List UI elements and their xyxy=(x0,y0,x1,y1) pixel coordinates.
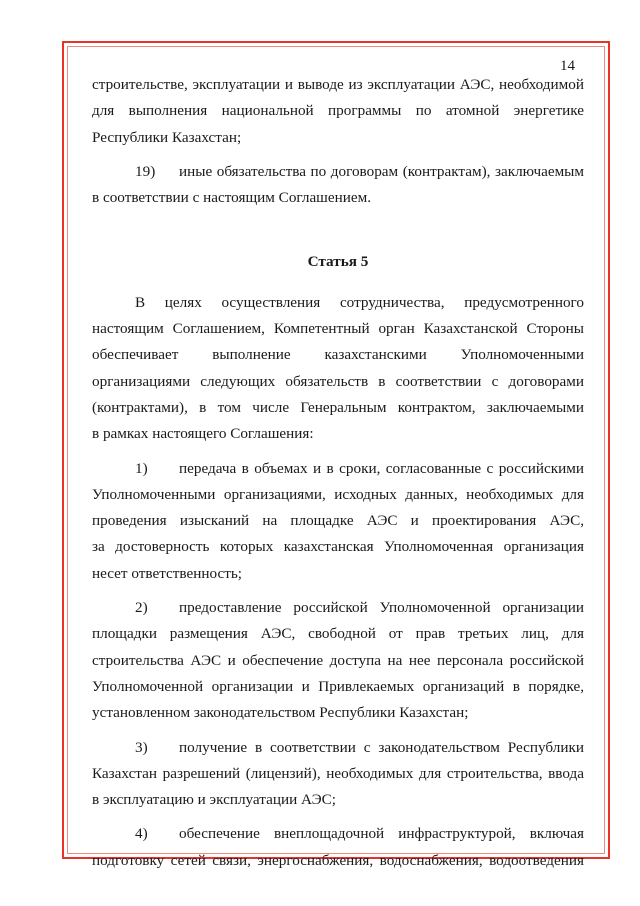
text-line: в соответствии с настоящим Соглашением. xyxy=(92,189,372,207)
item-text: предоставление российской Уполномоченной организации xyxy=(179,599,584,617)
item-text: иные обязательства по договорам (контрактам), заключаемым xyxy=(179,162,584,180)
text-line: подготовку сетей связи, энергоснабжения, водоснабжения, водоотведения xyxy=(92,851,584,869)
text-line: в рамках настоящего Соглашения: xyxy=(92,425,314,443)
text-line: площадки размещения АЭС, свободной от прав третьих лиц, для xyxy=(92,625,584,643)
text-line xyxy=(92,159,584,185)
item-text: получение в соответствии с законодательством Республики xyxy=(179,738,584,756)
item-number: 4) xyxy=(135,825,148,843)
page-number: 14 xyxy=(560,58,575,74)
text-line: Уполномоченной организации и Привлекаемых организаций в порядке, xyxy=(92,677,584,695)
text-line: для выполнения национальной программы по атомной энергетике xyxy=(92,102,584,120)
item-text: обеспечение внеплощадочной инфраструктурой, включая xyxy=(179,825,584,843)
text-line xyxy=(92,821,584,847)
list-item-2 xyxy=(92,595,584,726)
text-line: строительства АЭС и обеспечение доступа на нее персонала российской xyxy=(92,651,584,669)
text-line xyxy=(92,735,584,761)
text-line xyxy=(92,595,584,621)
article-heading: Статья 5 xyxy=(307,253,369,271)
item-number: 2) xyxy=(135,599,148,617)
text-line: настоящим Соглашением, Компетентный орган Казахстанской Стороны xyxy=(92,320,584,338)
text-line xyxy=(92,456,584,482)
text-line: установленном законодательством Республики Казахстан; xyxy=(92,704,469,722)
item-text: передача в объемах и в сроки, согласованные с российскими xyxy=(179,459,584,477)
continuation-paragraph xyxy=(92,72,584,151)
text-line: Республики Казахстан; xyxy=(92,128,242,146)
item-number: 19) xyxy=(135,162,156,180)
intro-paragraph xyxy=(92,290,584,448)
text-line: (контрактами), в том числе Генеральным контрактом, заключаемыми xyxy=(92,398,584,416)
item-number: 3) xyxy=(135,738,148,756)
text-line: организациями следующих обязательств в соответствии с договорами xyxy=(92,372,584,390)
text-line: строительстве, эксплуатации и выводе из эксплуатации АЭС, необходимой xyxy=(92,76,584,93)
list-item-1 xyxy=(92,456,584,587)
list-item-19 xyxy=(92,159,584,212)
text-line: проведения изысканий на площадке АЭС и проектирования АЭС, xyxy=(92,512,584,530)
list-item-3 xyxy=(92,735,584,814)
document-body xyxy=(92,72,584,874)
list-item-4 xyxy=(92,821,584,874)
text-line: несет ответственность; xyxy=(92,564,242,582)
text-line: Казахстан разрешений (лицензий), необходимых для строительства, ввода xyxy=(92,764,584,782)
text-line: Уполномоченными организациями, исходных данных, необходимых для xyxy=(92,485,584,503)
text-line: В целях осуществления сотрудничества, предусмотренного xyxy=(135,293,584,311)
text-line: обеспечивает выполнение казахстанскими Уполномоченными xyxy=(92,346,584,364)
text-line: в эксплуатацию и эксплуатации АЭС; xyxy=(92,791,336,809)
text-line: за достоверность которых казахстанская Уполномоченная организация xyxy=(92,538,584,556)
item-number: 1) xyxy=(135,459,148,477)
